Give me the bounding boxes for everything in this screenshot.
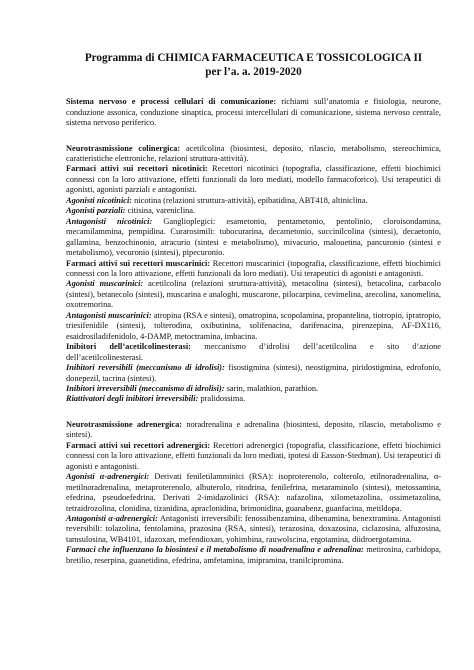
paragraph-heading: Farmaci attivi sui recettori nicotinici: bbox=[66, 164, 208, 174]
paragraph bbox=[66, 363, 441, 384]
paragraph-text: richiami sull’anatomia e fisiologia, neurone, conduzione assonica, conduzione sinaptica, processi intercellulari di comunicazione, sistema nervoso centrale, sistema nervoso periferico. bbox=[66, 97, 441, 128]
paragraph bbox=[66, 394, 441, 404]
paragraph-text: nicotina (relazioni struttura-attività), epibatidina, ABT418, altiniclina. bbox=[132, 195, 368, 205]
paragraph bbox=[66, 342, 441, 363]
paragraph-heading: Antagonisti muscarinici: bbox=[66, 310, 152, 320]
paragraph-heading: Inibitori irreversibili (meccanismo di idrolisi): bbox=[66, 383, 225, 393]
paragraph-heading: Agonisti nicotinici: bbox=[66, 195, 133, 205]
paragraph bbox=[66, 196, 441, 206]
paragraph-text: Recettori adrenergici (topografia, classificazione, effetti biochimici connessi con la loro attivazione, effetti funzionali da loro mediati, ipotesi di Easson-Stedman). Usi terapeutici di agonisti e antagonisti. bbox=[66, 440, 441, 471]
paragraph-text: citisina, vareniclina. bbox=[125, 206, 196, 216]
paragraph-heading: Agonisti muscarinici: bbox=[66, 279, 144, 289]
section-2 bbox=[66, 144, 441, 405]
paragraph-text: noradrenalina e adrenalina (biosintesi, deposito, rilascio, metabolismo e sintesi). bbox=[66, 419, 441, 440]
paragraph bbox=[66, 217, 441, 259]
paragraph-heading: Farmaci che influenzano la biosintesi e il metabolismo di noadrenalina e adrenalina: bbox=[66, 545, 364, 555]
paragraph bbox=[66, 514, 441, 545]
paragraph bbox=[66, 97, 441, 128]
paragraph-text: fisostigmina (sintesi), neostigmina, piridostigmina, edrofonio, donepezil, tacrina (sintesi). bbox=[66, 363, 441, 383]
paragraph-text: acetilcolina (biosintesi, deposito, rilascio, metabolismo, stereochimica, caratteristiche elettroniche, relazioni struttura-attività). bbox=[66, 143, 441, 163]
paragraph bbox=[66, 164, 441, 195]
paragraph bbox=[66, 384, 441, 394]
paragraph bbox=[66, 311, 441, 342]
title-line-1: Programma di CHIMICA FARMACEUTICA E TOSSICOLOGICA II bbox=[84, 52, 423, 64]
paragraph-heading: Neurotrasmissione adrenergica: bbox=[66, 419, 183, 429]
paragraph-text: Derivati feniletilamminici (RSA): isoproterenolo, colterolo, etilnoradrenalina, α-metilnoradrenalina, metaproterenolo, albuterolo, ritodrina, fenilefrina, metaraminolo (sintesi), metossamina, efedrina, pseudoefedrina. Derivati 2-imidazolinici (RSA): nafazolina, xilometazolina, ossimetazolina, tetraidrozolina, clonidina, tizanidina, apraclonidina, brimonidina, guanabenz, guanfacina, metildopa. bbox=[66, 472, 441, 513]
document-body bbox=[66, 97, 441, 566]
paragraph bbox=[66, 441, 441, 472]
section-3 bbox=[66, 420, 441, 566]
paragraph-heading: Farmaci attivi sui recettori muscarinici: bbox=[66, 258, 211, 268]
paragraph bbox=[66, 545, 441, 566]
paragraph bbox=[66, 279, 441, 310]
paragraph-text: Ganglioplegici: esametonio, pentametonio, pentolinio, cloroisondamina, mecamilammina, pempidina. Curarosimili: tubocurarina, decametonio, succinilcolina (sintesi), decaetonio, gallamina, benzochinonio, atracurio (sintesi e metabolismo), mivacurio, malouetina, pancuronio (sintesi e metabolismo), vecuronio (sintesi), pipecuronio. bbox=[66, 216, 441, 258]
paragraph bbox=[66, 472, 441, 514]
paragraph-heading: Inibitori dell’acetilcolinesterasi: bbox=[66, 342, 191, 352]
paragraph-text: Recettori nicotinici (topografia, classificazione, effetti biochimici connessi con la loro attivazione, effetti funzionali da loro mediati, modello farmacoforico). Usi terapeutici di agonisti, agonisti parziali e antagonisti. bbox=[66, 164, 441, 195]
paragraph-text: Antagonisti irreversibili: fenossibenzamina, dibenamina, benextramina. Antagonisti reversibili: tolazolina, fentolamina, prazosina (RSA, sintesi), terazosina, doxazosina, ciclazosina, alfuzosina, tamsulosina, WB4101, idazoxan, mefendioxan, yohimbina, rauwolscina, ergotamina, diidroergotamina. bbox=[66, 513, 441, 544]
section-1 bbox=[66, 97, 441, 128]
paragraph-text: atropina (RSA e sintesi), omatropina, scopolamina, propantelina, tiotropio, ipratropio, triesifenidile (sintesi), tolterodina, oxibutinina, solifenacina, darifenacina, pirenzepina, AF-DX116, esaidrosiladifenidolo, 4-DAMP, metoctramina, imbacina. bbox=[66, 310, 441, 341]
paragraph bbox=[66, 206, 441, 216]
paragraph bbox=[66, 420, 441, 441]
paragraph-heading: Inibitori reversibili (meccanismo di idrolisi): bbox=[66, 363, 225, 373]
paragraph-heading: Neurotrasmissione colinergica: bbox=[66, 143, 181, 153]
paragraph-heading: Riattivatori degli inibitori irreversibili: bbox=[66, 394, 199, 404]
paragraph-heading: Agonisti parziali: bbox=[66, 206, 126, 216]
paragraph-text: meccanismo d’idrolisi dell’acetilcolina e sito d’azione dell’acetilcolinesterasi. bbox=[66, 342, 441, 362]
paragraph-text: sarin, malathion, parathion. bbox=[224, 383, 319, 393]
paragraph bbox=[66, 144, 441, 165]
paragraph-text: metirosina, carbidopa, bretilio, reserpina, guanetidina, efedrina, amfetamina, imipramina, tranilcipromina. bbox=[66, 545, 441, 565]
document-title bbox=[66, 52, 441, 79]
paragraph-heading: Agonisti α-adrenergici: bbox=[66, 472, 150, 482]
paragraph-heading: Sistema nervoso e processi cellulari di comunicazione: bbox=[66, 97, 277, 107]
paragraph-text: Recettori muscarinici (topografia, classificazione, effetti biochimici connessi con la loro attivazione, effetti funzionali da loro mediati). Usi terapeutici di agonisti e antagonisti. bbox=[66, 258, 441, 278]
paragraph-text: acetilcolina (relazioni struttura-attività), metacolina (sintesi), betacolina, carbacolo (sintesi), betanecolo (sintesi), muscarina e analoghi, muscarone, pilocarpina, cevimelina, arecolina, xanomelina, oxotremorina. bbox=[66, 279, 441, 310]
paragraph bbox=[66, 259, 441, 280]
paragraph-text: pralidossima. bbox=[198, 394, 246, 404]
paragraph-heading: Antagonisti α-adrenergici: bbox=[66, 513, 158, 523]
paragraph-heading: Antagonisti nicotinici: bbox=[66, 216, 153, 226]
paragraph-heading: Farmaci attivi sui recettori adrenergici: bbox=[66, 440, 211, 450]
title-line-2: per l’a. a. 2019-2020 bbox=[205, 65, 302, 78]
